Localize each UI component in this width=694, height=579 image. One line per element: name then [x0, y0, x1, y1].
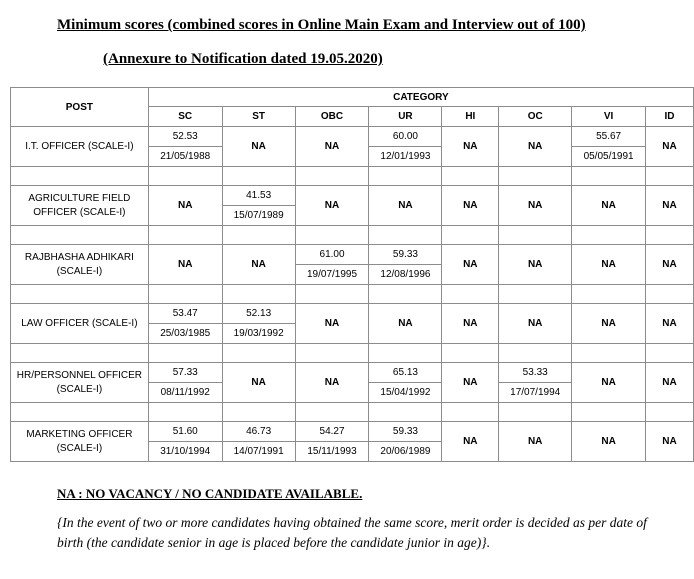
- na-cell-id: NA: [646, 363, 694, 403]
- spacer-cell: [499, 344, 572, 363]
- spacer-cell: [11, 167, 149, 186]
- date-cell-ur: 12/08/1996: [369, 265, 442, 285]
- post-name: AGRICULTURE FIELD OFFICER (SCALE-I): [11, 186, 149, 226]
- na-cell-obc: NA: [295, 127, 369, 167]
- spacer-cell: [369, 226, 442, 245]
- na-cell-sc: NA: [148, 245, 222, 285]
- post-name: LAW OFFICER (SCALE-I): [11, 304, 149, 344]
- spacer-cell: [148, 167, 222, 186]
- na-cell-hi: NA: [442, 304, 499, 344]
- na-cell-vi: NA: [572, 245, 646, 285]
- spacer-cell: [222, 403, 295, 422]
- na-cell-ur: NA: [369, 186, 442, 226]
- na-cell-oc: NA: [499, 304, 572, 344]
- na-cell-vi: NA: [572, 186, 646, 226]
- page-title: Minimum scores (combined scores in Online Main Exam and Interview out of 100): [57, 17, 586, 33]
- post-header: POST: [11, 88, 149, 127]
- na-cell-sc: NA: [148, 186, 222, 226]
- spacer-cell: [572, 167, 646, 186]
- spacer-cell: [11, 403, 149, 422]
- spacer-cell: [295, 167, 369, 186]
- score-cell-ur: 60.00: [369, 127, 442, 147]
- spacer-cell: [499, 285, 572, 304]
- spacer-cell: [442, 344, 499, 363]
- spacer-row: [11, 403, 694, 422]
- spacer-cell: [369, 167, 442, 186]
- score-cell-sc: 52.53: [148, 127, 222, 147]
- score-cell-st: 41.53: [222, 186, 295, 206]
- column-header-obc: OBC: [295, 107, 369, 127]
- score-cell-obc: 54.27: [295, 422, 369, 442]
- category-header: CATEGORY: [148, 88, 693, 107]
- spacer-cell: [646, 403, 694, 422]
- column-header-ur: UR: [369, 107, 442, 127]
- table-row: [11, 127, 694, 147]
- minimum-scores-table: [10, 87, 694, 462]
- date-cell-st: 15/07/1989: [222, 206, 295, 226]
- spacer-cell: [442, 167, 499, 186]
- spacer-cell: [295, 285, 369, 304]
- column-header-oc: OC: [499, 107, 572, 127]
- spacer-cell: [369, 344, 442, 363]
- spacer-cell: [646, 285, 694, 304]
- score-cell-sc: 53.47: [148, 304, 222, 324]
- spacer-row: [11, 285, 694, 304]
- score-cell-st: 46.73: [222, 422, 295, 442]
- spacer-cell: [148, 226, 222, 245]
- spacer-cell: [148, 403, 222, 422]
- table-row: [11, 186, 694, 206]
- spacer-cell: [222, 285, 295, 304]
- score-cell-sc: 51.60: [148, 422, 222, 442]
- spacer-cell: [442, 285, 499, 304]
- na-cell-hi: NA: [442, 245, 499, 285]
- spacer-cell: [499, 167, 572, 186]
- na-cell-obc: NA: [295, 304, 369, 344]
- spacer-cell: [572, 285, 646, 304]
- spacer-cell: [11, 285, 149, 304]
- date-cell-ur: 20/06/1989: [369, 442, 442, 462]
- spacer-cell: [572, 226, 646, 245]
- spacer-cell: [646, 167, 694, 186]
- na-cell-hi: NA: [442, 186, 499, 226]
- spacer-cell: [646, 344, 694, 363]
- date-cell-ur: 15/04/1992: [369, 383, 442, 403]
- na-cell-obc: NA: [295, 363, 369, 403]
- spacer-cell: [222, 226, 295, 245]
- table-row: [11, 422, 694, 442]
- na-cell-ur: NA: [369, 304, 442, 344]
- post-name: MARKETING OFFICER (SCALE-I): [11, 422, 149, 462]
- table-row: [11, 304, 694, 324]
- score-cell-st: 52.13: [222, 304, 295, 324]
- date-cell-sc: 21/05/1988: [148, 147, 222, 167]
- na-cell-hi: NA: [442, 363, 499, 403]
- post-name: I.T. OFFICER (SCALE-I): [11, 127, 149, 167]
- page-subtitle: (Annexure to Notification dated 19.05.2020): [103, 51, 383, 67]
- score-cell-ur: 59.33: [369, 245, 442, 265]
- spacer-row: [11, 226, 694, 245]
- spacer-cell: [222, 167, 295, 186]
- score-cell-oc: 53.33: [499, 363, 572, 383]
- spacer-cell: [442, 403, 499, 422]
- spacer-cell: [295, 403, 369, 422]
- spacer-cell: [222, 344, 295, 363]
- score-cell-vi: 55.67: [572, 127, 646, 147]
- date-cell-st: 19/03/1992: [222, 324, 295, 344]
- na-cell-hi: NA: [442, 127, 499, 167]
- post-name: HR/PERSONNEL OFFICER (SCALE-I): [11, 363, 149, 403]
- na-cell-id: NA: [646, 127, 694, 167]
- post-name: RAJBHASHA ADHIKARI (SCALE-I): [11, 245, 149, 285]
- na-cell-id: NA: [646, 304, 694, 344]
- spacer-cell: [11, 226, 149, 245]
- spacer-cell: [572, 403, 646, 422]
- spacer-cell: [295, 226, 369, 245]
- na-cell-vi: NA: [572, 422, 646, 462]
- spacer-row: [11, 167, 694, 186]
- spacer-cell: [148, 344, 222, 363]
- na-cell-id: NA: [646, 245, 694, 285]
- spacer-cell: [499, 226, 572, 245]
- date-cell-vi: 05/05/1991: [572, 147, 646, 167]
- spacer-cell: [295, 344, 369, 363]
- na-cell-oc: NA: [499, 186, 572, 226]
- na-cell-st: NA: [222, 363, 295, 403]
- na-cell-vi: NA: [572, 363, 646, 403]
- score-cell-ur: 65.13: [369, 363, 442, 383]
- date-cell-sc: 08/11/1992: [148, 383, 222, 403]
- column-header-vi: VI: [572, 107, 646, 127]
- date-cell-obc: 15/11/1993: [295, 442, 369, 462]
- spacer-cell: [11, 344, 149, 363]
- date-cell-sc: 25/03/1985: [148, 324, 222, 344]
- spacer-cell: [442, 226, 499, 245]
- na-cell-id: NA: [646, 186, 694, 226]
- na-cell-id: NA: [646, 422, 694, 462]
- na-cell-obc: NA: [295, 186, 369, 226]
- date-cell-oc: 17/07/1994: [499, 383, 572, 403]
- table-row: [11, 245, 694, 265]
- score-cell-ur: 59.33: [369, 422, 442, 442]
- spacer-cell: [646, 226, 694, 245]
- spacer-cell: [369, 403, 442, 422]
- spacer-row: [11, 344, 694, 363]
- column-header-sc: SC: [148, 107, 222, 127]
- score-cell-sc: 57.33: [148, 363, 222, 383]
- column-header-hi: HI: [442, 107, 499, 127]
- na-cell-st: NA: [222, 245, 295, 285]
- spacer-cell: [499, 403, 572, 422]
- column-header-id: ID: [646, 107, 694, 127]
- spacer-cell: [148, 285, 222, 304]
- spacer-cell: [369, 285, 442, 304]
- column-header-st: ST: [222, 107, 295, 127]
- merit-order-note: {In the event of two or more candidates having obtained the same score, merit order is decided as per date of birth (the candidate senior in age is placed before the candidate junior in age)}.: [57, 515, 647, 550]
- na-cell-oc: NA: [499, 245, 572, 285]
- na-cell-oc: NA: [499, 127, 572, 167]
- na-cell-st: NA: [222, 127, 295, 167]
- score-cell-obc: 61.00: [295, 245, 369, 265]
- na-cell-vi: NA: [572, 304, 646, 344]
- na-cell-oc: NA: [499, 422, 572, 462]
- na-cell-hi: NA: [442, 422, 499, 462]
- date-cell-obc: 19/07/1995: [295, 265, 369, 285]
- date-cell-sc: 31/10/1994: [148, 442, 222, 462]
- date-cell-st: 14/07/1991: [222, 442, 295, 462]
- table-row: [11, 363, 694, 383]
- na-footnote: NA : NO VACANCY / NO CANDIDATE AVAILABLE.: [57, 486, 363, 501]
- spacer-cell: [572, 344, 646, 363]
- date-cell-ur: 12/01/1993: [369, 147, 442, 167]
